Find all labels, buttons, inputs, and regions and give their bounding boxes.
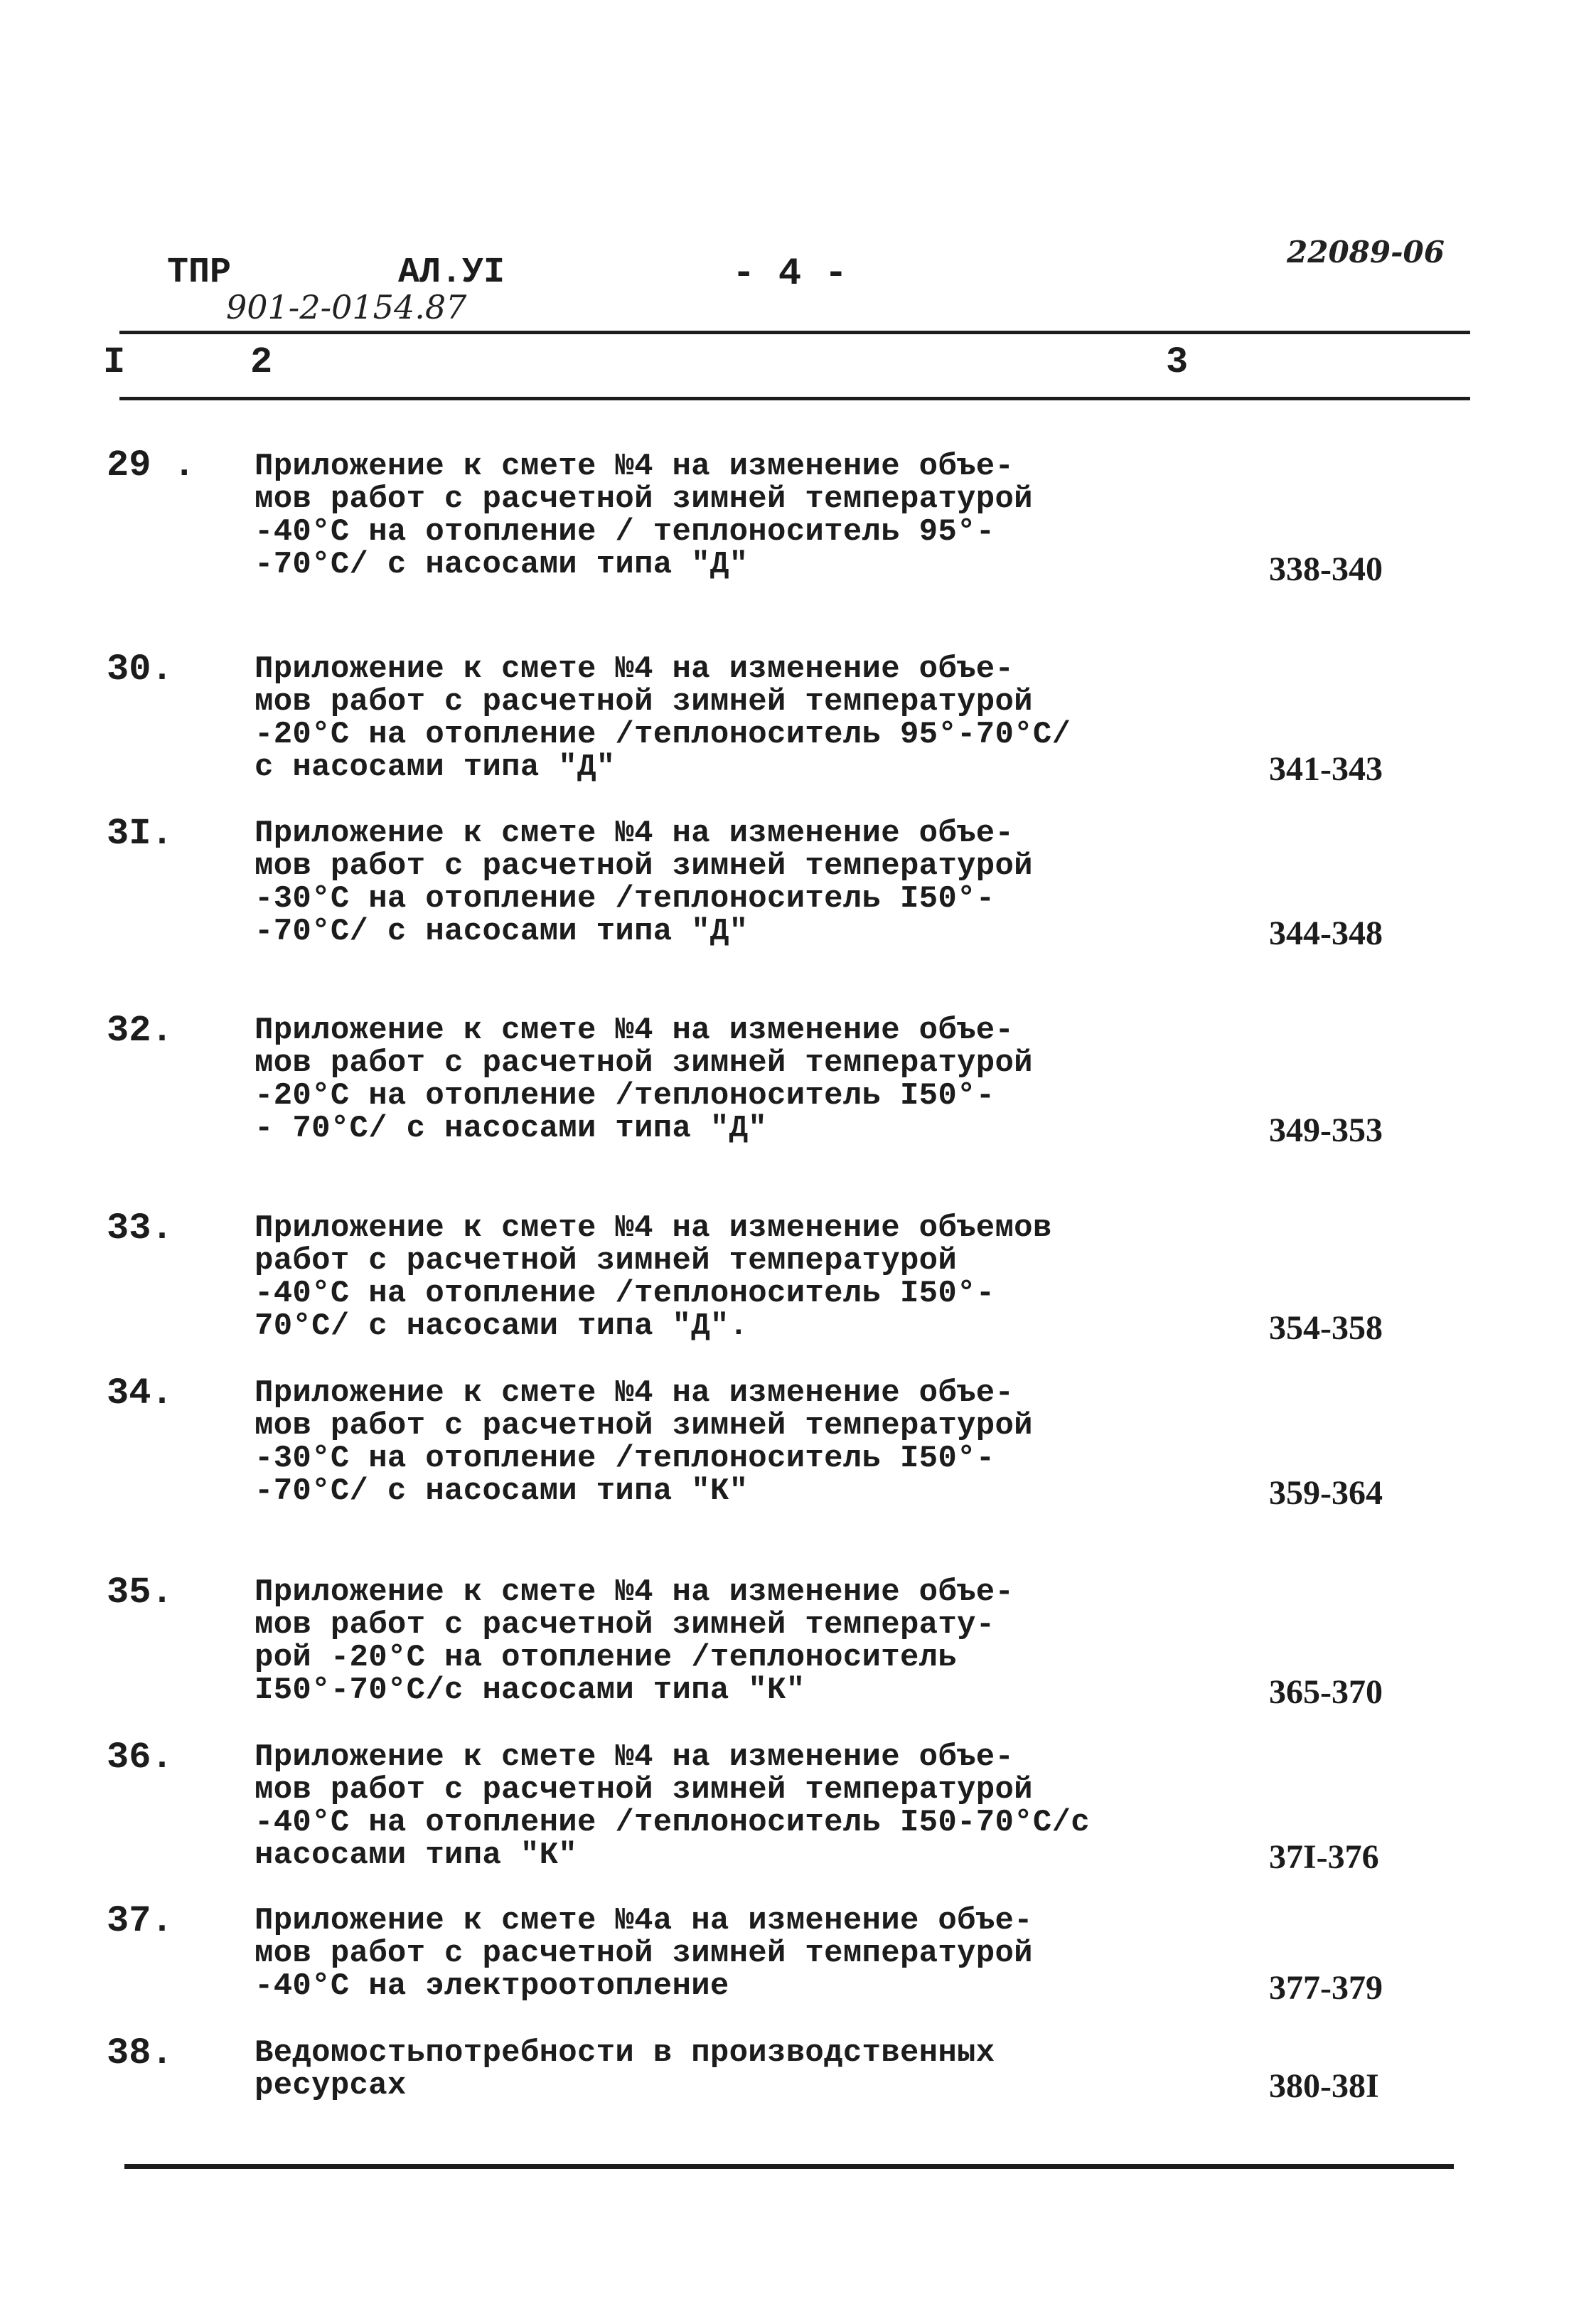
column-header-3: 3 [1166, 341, 1189, 383]
entry-text: Приложение к смете №4 на изменение объе- мов работ с расчетной зимней температурой -20°С на отопление /теплоноситель I50°- - 70°С/ с насосами типа "Д" [255, 1013, 1033, 1146]
entry-pages: 344-348 [1269, 914, 1383, 952]
entry-text: Приложение к смете №4а на изменение объе- мов работ с расчетной зимней температурой -40°С на электроотопление [255, 1903, 1033, 2004]
entry-text: Приложение к смете №4 на изменение объемов работ с расчетной зимней температурой -40°С на отопление /теплоноситель I50°- 70°С/ с насосами типа "Д". [255, 1210, 1052, 1344]
entry-number: 35. [107, 1572, 173, 1614]
page-number: - 4 - [732, 252, 848, 296]
footer-rule [124, 2164, 1454, 2169]
entry-text: Ведомостьпотребности в производственных ресурсах [255, 2035, 995, 2103]
entry-number: 32. [107, 1010, 173, 1052]
entry-number: 38. [107, 2032, 173, 2074]
entry-pages: 341-343 [1269, 750, 1383, 788]
entry-text: Приложение к смете №4 на изменение объе- мов работ с расчетной зимней температурой -20°С на отопление /теплоноситель 95°-70°С/ с насосами типа "Д" [255, 651, 1071, 785]
entry-number: 3I. [107, 813, 173, 855]
entry-pages: 349-353 [1269, 1111, 1383, 1149]
sheet-label: АЛ.УI [398, 252, 505, 293]
entry-pages: 377-379 [1269, 1969, 1383, 2007]
column-header-2: 2 [250, 341, 273, 383]
entry-pages: 359-364 [1269, 1474, 1383, 1512]
entry-pages: 338-340 [1269, 550, 1383, 588]
entry-text: Приложение к смете №4 на изменение объе- мов работ с расчетной зимней температурой -30°С на отопление /теплоноситель I50°- -70°С/ с насосами типа "К" [255, 1375, 1033, 1509]
entry-number: 34. [107, 1372, 173, 1414]
entry-number: 30. [107, 649, 173, 690]
entry-pages: 354-358 [1269, 1309, 1383, 1347]
handwritten-project-code: 901-2-0154.87 [226, 288, 467, 326]
entry-number: 29 . [107, 444, 196, 486]
column-header-1: I [103, 341, 126, 383]
entry-pages: 37I-376 [1269, 1838, 1379, 1876]
entry-number: 33. [107, 1207, 173, 1249]
entry-text: Приложение к смете №4 на изменение объе- мов работ с расчетной зимней температурой -30°С на отопление /теплоноситель I50°- -70°С/ с насосами типа "Д" [255, 816, 1033, 949]
entry-text: Приложение к смете №4 на изменение объе- мов работ с расчетной зимней температурой -40°С на отопление / теплоноситель 95°- -70°С/ с насосами типа "Д" [255, 449, 1033, 582]
header-rule [119, 331, 1470, 334]
entry-pages: 365-370 [1269, 1673, 1383, 1711]
series-code: ТПР [167, 252, 232, 293]
entry-pages: 380-38I [1269, 2067, 1379, 2105]
entry-number: 36. [107, 1737, 173, 1779]
entry-text: Приложение к смете №4 на изменение объе- мов работ с расчетной зимней температу- рой -20°С на отопление /теплоноситель I50°-70°С/с насосами типа "К" [255, 1574, 1014, 1708]
column-header-rule [119, 397, 1470, 400]
handwritten-number: 22089-06 [1287, 235, 1445, 270]
entry-number: 37. [107, 1900, 173, 1942]
entry-text: Приложение к смете №4 на изменение объе- мов работ с расчетной зимней температурой -40°С на отопление /теплоноситель I50-70°С/с насосами типа "К" [255, 1739, 1090, 1873]
